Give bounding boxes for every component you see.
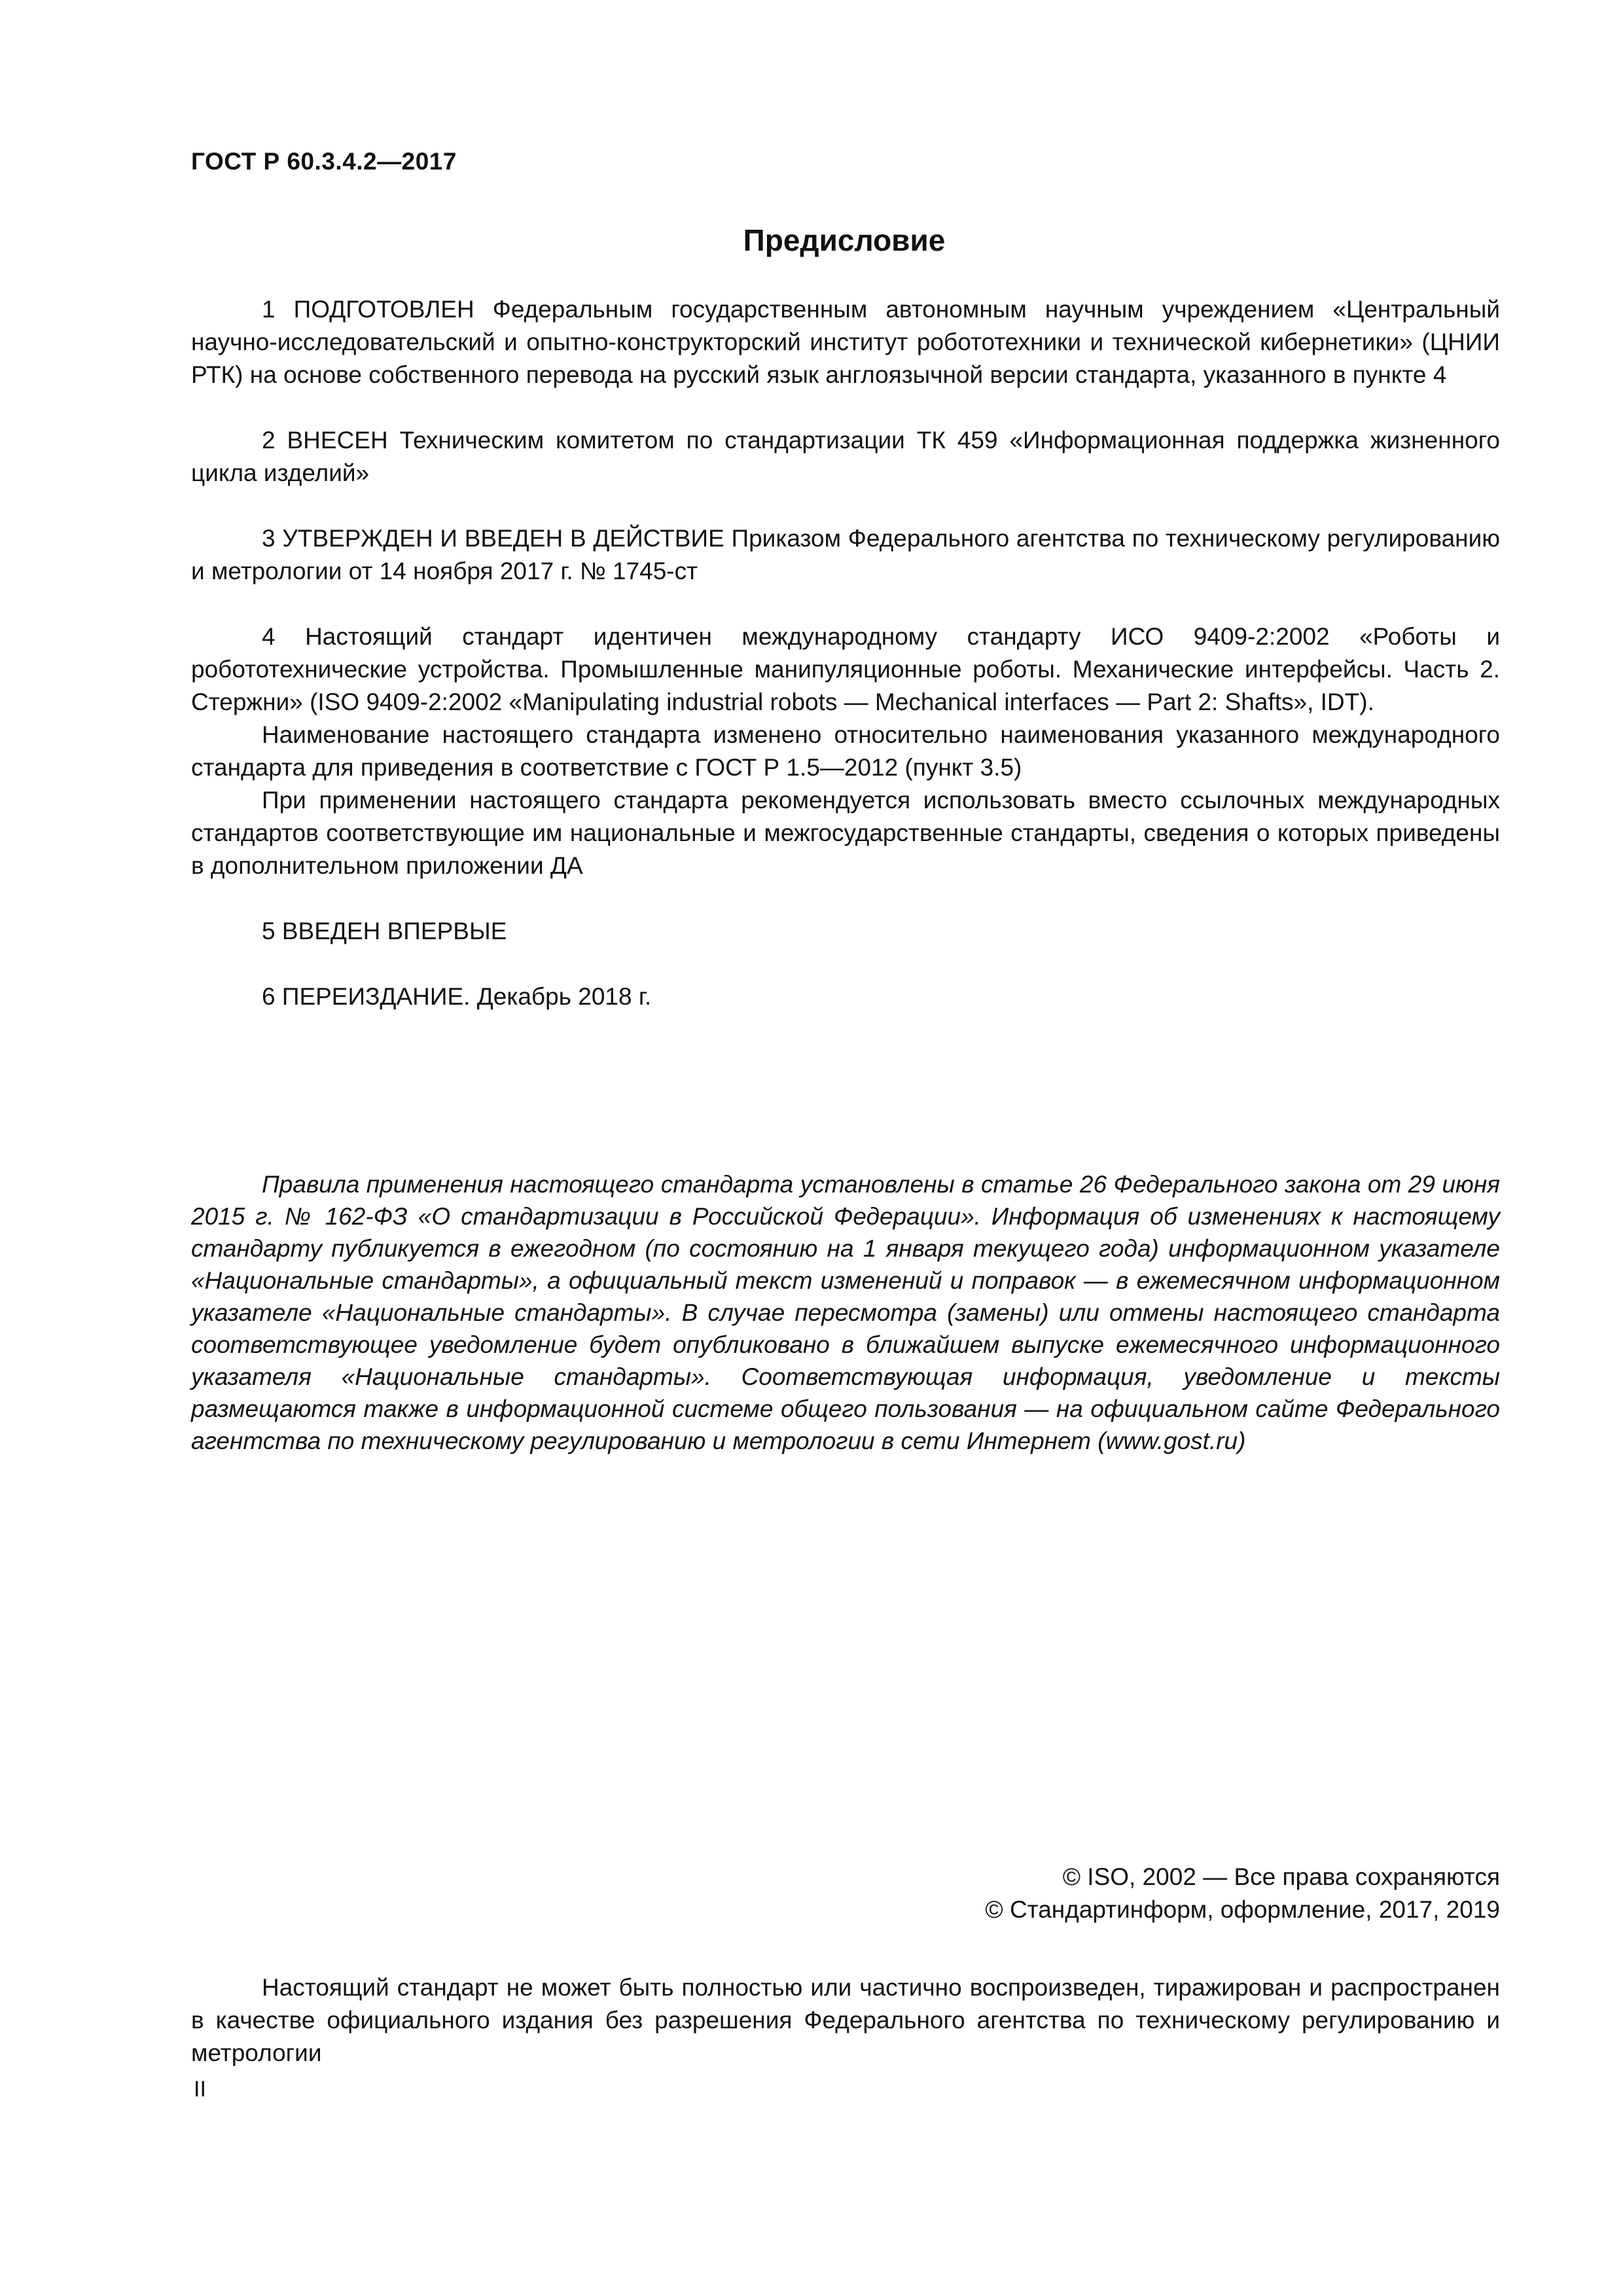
copyright-standartinform: © Стандартинформ, оформление, 2017, 2019 <box>985 1896 1500 1923</box>
paragraph-references: При применении настоящего стандарта рекомендуется использовать вместо ссылочных международных стандартов соответствующие им национальные и межгосударственные стандарты, сведения о которых приведены в дополнительном приложении ДА <box>191 787 1500 879</box>
copyright-block <box>985 1861 1500 1926</box>
paragraph-reissue: 6 ПЕРЕИЗДАНИЕ. Декабрь 2018 г. <box>262 983 652 1010</box>
standard-code: ГОСТ Р 60.3.4.2—2017 <box>191 148 457 175</box>
paragraph-introduced: 2 ВНЕСЕН Техническим комитетом по стандартизации ТК 459 «Информационная поддержка жизненного цикла изделий» <box>191 427 1500 486</box>
foreword-body <box>191 293 1500 1013</box>
page-title: Предисловие <box>743 223 946 257</box>
application-rules-note: Правила применения настоящего стандарта установлены в статье 26 Федерального закона от 29 июня 2015 г. № 162-ФЗ «О стандартизации в Российской Федерации». Информация об изменениях к настоящему стандарту публикуется в ежегодном (по состоянию на 1 января текущего года) информационном указателе «Национальные стандарты», а официальный текст изменений и поправок — в ежемесячном информационном указателе «Национальные стандарты». В случае пересмотра (замены) или отмены настоящего стандарта соответствующее уведомление будет опубликовано в ближайшем выпуске ежемесячного информационного указателя «Национальные стандарты». Соответствующая информация, уведомление и тексты размещаются также в информационной системе общего пользования — на официальном сайте Федерального агентства по техническому регулированию и метрологии в сети Интернет (www.gost.ru) <box>191 1171 1500 1454</box>
reproduction-rights: Настоящий стандарт не может быть полностью или частично воспроизведен, тиражирован и распространен в качестве официального издания без разрешения Федерального агентства по техническому регулированию и метрологии <box>191 1974 1500 2066</box>
paragraph-prepared: 1 ПОДГОТОВЛЕН Федеральным государственным автономным научным учреждением «Центральный научно-исследовательский и опытно-конструкторский институт робототехники и технической кибернетики» (ЦНИИ РТК) на основе собственного перевода на русский язык англоязычной версии стандарта, указанного в пункте 4 <box>191 296 1500 388</box>
copyright-iso: © ISO, 2002 — Все права сохраняются <box>1062 1863 1500 1890</box>
paragraph-approved: 3 УТВЕРЖДЕН И ВВЕДЕН В ДЕЙСТВИЕ Приказом Федерального агентства по техническому регулированию и метрологии от 14 ноября 2017 г. № 1745-ст <box>191 525 1500 584</box>
page-number: II <box>194 2077 206 2102</box>
paragraph-identical: 4 Настоящий стандарт идентичен международному стандарту ИСО 9409-2:2002 «Роботы и робототехнические устройства. Промышленные манипуляционные роботы. Механические интерфейсы. Часть 2. Стержни» (ISO 9409-2:2002 «Manipulating industrial robots — Mechanical interfaces — Part 2: Shafts», IDT). <box>191 623 1500 715</box>
paragraph-first-introduced: 5 ВВЕДЕН ВПЕРВЫЕ <box>262 918 507 944</box>
paragraph-name-changed: Наименование настоящего стандарта изменено относительно наименования указанного международного стандарта для приведения в соответствие с ГОСТ Р 1.5—2012 (пункт 3.5) <box>191 721 1500 781</box>
